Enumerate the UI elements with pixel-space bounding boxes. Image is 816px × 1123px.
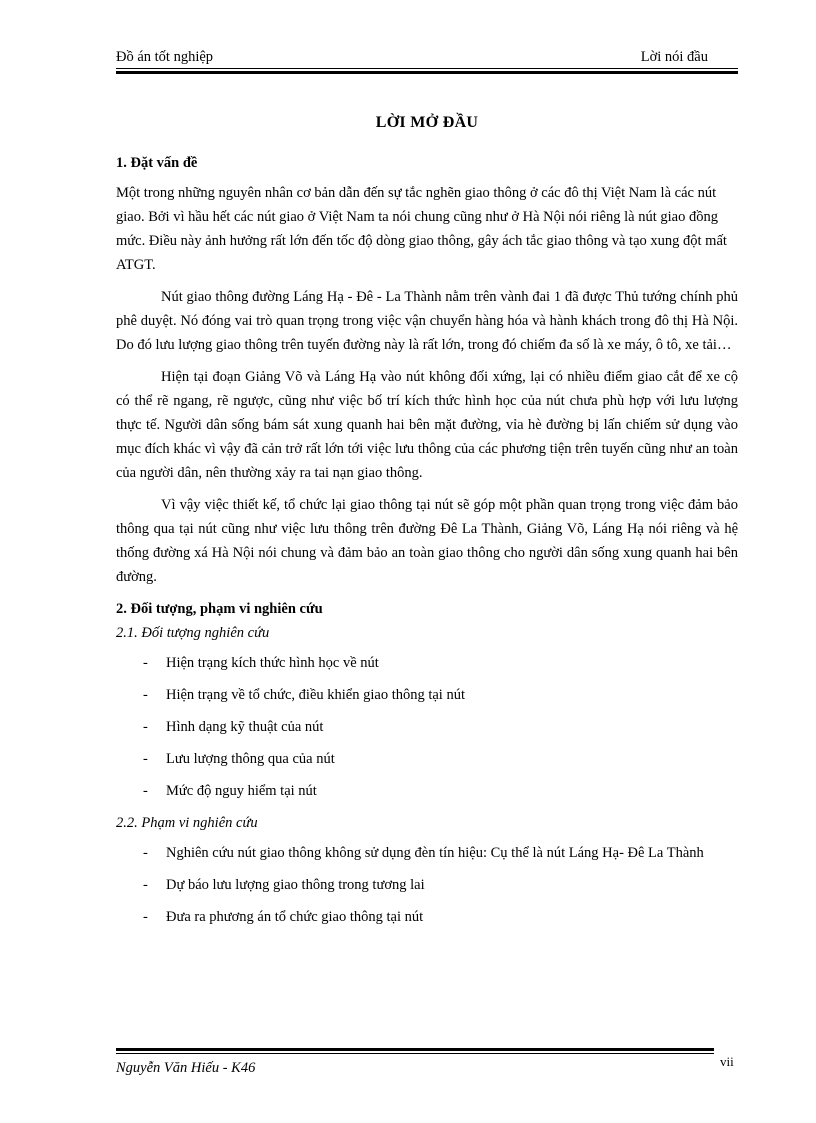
list-item-text: Hiện trạng kích thức hình học về nút — [166, 655, 379, 671]
list-item-text: Dự báo lưu lượng giao thông trong tương lai — [166, 877, 425, 893]
list-item-text: Lưu lượng thông qua của nút — [166, 751, 335, 767]
list-item — [116, 905, 738, 929]
section-2-1-heading: 2.1. Đối tượng nghiên cứu — [116, 625, 270, 641]
page-number: vii — [720, 1054, 734, 1069]
header-rule-thick — [116, 71, 738, 74]
list-dash-marker: - — [143, 909, 148, 925]
research-object-list — [116, 651, 738, 803]
page-title: LỜI MỞ ĐẦU — [375, 114, 479, 131]
section-1-paragraph-4: Vì vậy việc thiết kế, tổ chức lại giao thông tại nút sẽ góp một phần quan trọng trong việc đảm bảo thông qua tại nút cũng như việc lưu thông trên đường Đê La Thành, Giảng Võ, Láng Hạ nói riêng và hệ thống đường xá Hà Nội nói chung và đảm bảo an toàn giao thông cho người dân sống xung quanh hai bên đường. — [116, 497, 738, 585]
list-dash-marker: - — [143, 877, 148, 893]
list-item — [116, 683, 738, 707]
section-1-paragraph-1: Một trong những nguyên nhân cơ bản dẫn đến sự tắc nghẽn giao thông ở các đô thị Việt Nam là các nút giao. Bởi vì hầu hết các nút giao ở Việt Nam ta nói chung cũng như ở Hà Nội nói riêng là nút giao đồng mức. Điều này ảnh hưởng rất lớn đến tốc độ dòng giao thông, gây ách tắc giao thông và tạo xung đột mất ATGT. — [116, 185, 727, 273]
list-item — [116, 873, 738, 897]
list-dash-marker: - — [143, 687, 148, 703]
section-2-heading: 2. Đối tượng, phạm vi nghiên cứu — [116, 601, 323, 617]
header-rule-thin — [116, 68, 738, 69]
list-item — [116, 651, 738, 675]
header-right-text: Lời nói đầu — [640, 49, 708, 65]
footer-rule-thick — [116, 1048, 714, 1051]
list-dash-marker: - — [143, 655, 148, 671]
section-2-2-heading: 2.2. Phạm vi nghiên cứu — [116, 815, 258, 831]
list-dash-marker: - — [143, 719, 148, 735]
header-left-text: Đồ án tốt nghiệp — [116, 49, 214, 65]
document-body — [116, 151, 738, 937]
list-item — [116, 841, 738, 865]
list-dash-marker: - — [143, 845, 148, 861]
list-item — [116, 747, 738, 771]
section-1-paragraph-3: Hiện tại đoạn Giảng Võ và Láng Hạ vào nút không đối xứng, lại có nhiều điểm giao cắt để xe cộ có thể rẽ ngang, rẽ ngược, cũng như việc bố trí kích thức hình học của nút chưa phù hợp với lưu lượng thực tế. Người dân sống bám sát xung quanh hai bên mặt đường, vỉa hè đường bị lấn chiếm sử dụng vào mục đích khác vì vậy đã cản trở rất lớn tới việc lưu thông của các phương tiện trên tuyến cũng như an toàn của người dân, nên thường xảy ra tai nạn giao thông. — [116, 369, 738, 481]
footer-rule-thin — [116, 1053, 714, 1054]
footer-author: Nguyễn Văn Hiếu - K46 — [116, 1060, 256, 1076]
page-header — [116, 49, 738, 67]
list-item-text: Mức độ nguy hiểm tại nút — [166, 783, 317, 799]
list-item-text: Nghiên cứu nút giao thông không sử dụng đèn tín hiệu: Cụ thể là nút Láng Hạ- Đê La Thành — [166, 845, 704, 861]
list-item-text: Hình dạng kỹ thuật của nút — [166, 719, 324, 735]
list-item-text: Hiện trạng về tổ chức, điều khiển giao thông tại nút — [166, 687, 465, 703]
section-1-paragraph-2: Nút giao thông đường Láng Hạ - Đê - La Thành nằm trên vành đai 1 đã được Thủ tướng chính phủ phê duyệt. Nó đóng vai trò quan trọng trong việc vận chuyển hàng hóa và hành khách trong đô thị Hà Nội. Do đó lưu lượng giao thông trên tuyến đường này là rất lớn, trong đó chiếm đa số là xe máy, ô tô, xe tải… — [116, 289, 738, 353]
list-item — [116, 715, 738, 739]
section-1-heading: 1. Đặt vấn đề — [116, 155, 198, 171]
list-item — [116, 779, 738, 803]
research-scope-list — [116, 841, 738, 929]
list-dash-marker: - — [143, 751, 148, 767]
list-item-text: Đưa ra phương án tổ chức giao thông tại nút — [166, 909, 424, 925]
list-dash-marker: - — [143, 783, 148, 799]
